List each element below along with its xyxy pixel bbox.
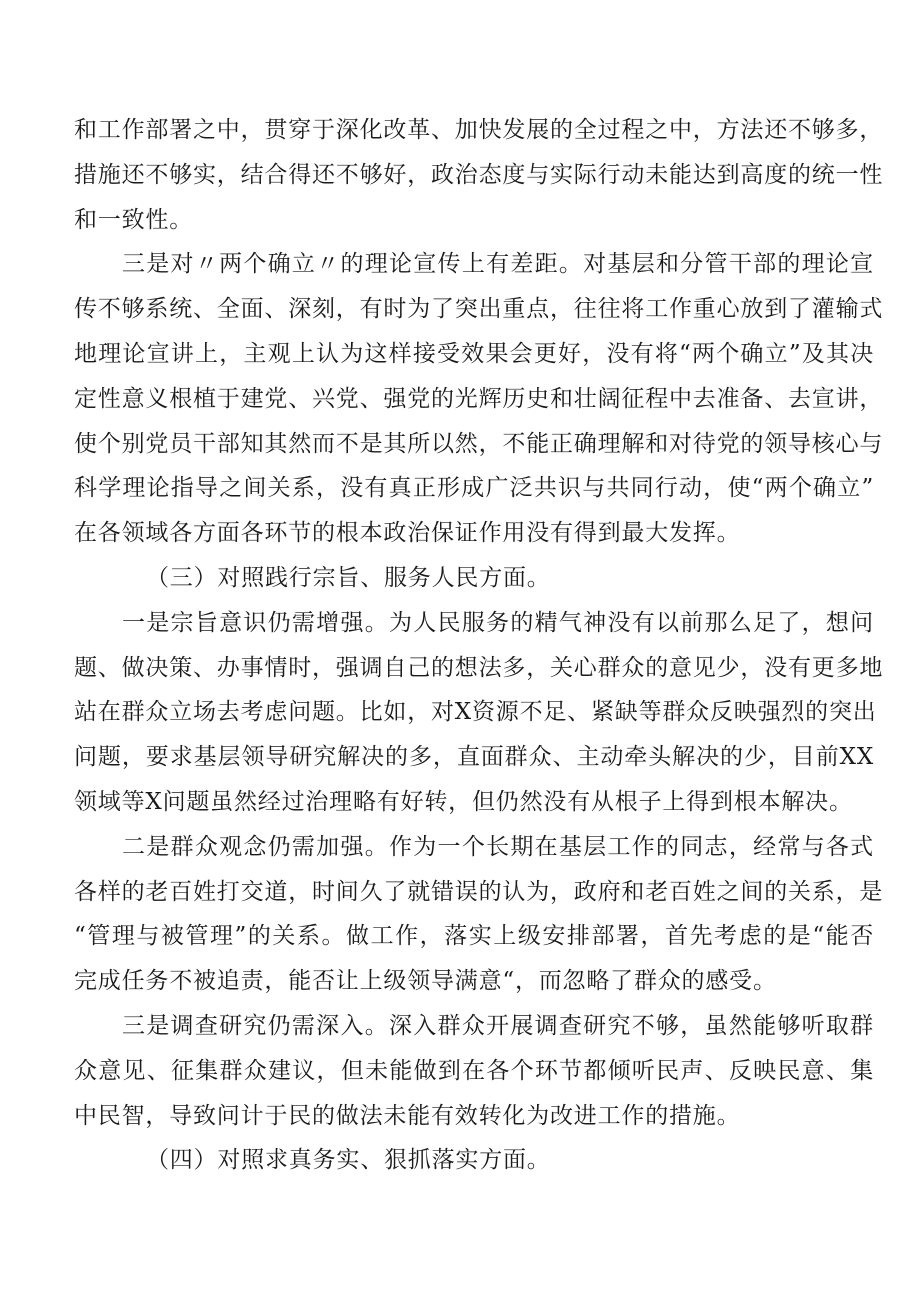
text-line: 措施还不够实，结合得还不够好，政治态度与实际行动未能达到高度的统一性 <box>74 161 884 188</box>
text-line: 问题，要求基层领导研究解决的多，直面群众、主动牵头解决的少，目前XX <box>74 744 874 771</box>
text-line: 地理论宣讲上，主观上认为这样接受效果会更好，没有将“两个确立”及其决 <box>74 340 874 367</box>
heading-line: （三）对照践行宗旨、服务人民方面。 <box>146 564 551 591</box>
text-line: 领域等X问题虽然经过治理略有好转，但仍然没有从根子上得到根本解决。 <box>74 788 853 815</box>
heading-line: （四）对照求真务实、狠抓落实方面。 <box>146 1147 551 1174</box>
text-line: 和工作部署之中，贯穿于深化改革、加快发展的全过程之中，方法还不够多， <box>74 117 884 143</box>
text-line: 完成任务不被追责，能否让上级领导满意“，而忽略了群众的感受。 <box>74 968 777 995</box>
paragraph <box>74 242 884 556</box>
paragraph <box>74 1004 874 1138</box>
section-heading <box>74 1138 874 1183</box>
text-line: 众意见、征集群众建议，但未能做到在各个环节都倾听民声、反映民意、集 <box>74 1057 874 1084</box>
text-line: 题、做决策、办事情时，强调自己的想法多，关心群众的意见少，没有更多地 <box>74 654 884 681</box>
text-line: 和一致性。 <box>74 206 193 233</box>
text-line: 站在群众立场去考虑问题。比如，对X资源不足、紧缺等群众反映强烈的突出 <box>74 699 877 726</box>
text-line: 一是宗旨意识仍需增强。为人民服务的精气神没有以前那么足了，想问 <box>122 609 874 636</box>
paragraph <box>74 108 884 242</box>
text-line: 二是群众观念仍需加强。作为一个长期在基层工作的同志，经常与各式 <box>122 833 874 860</box>
document-page <box>74 108 884 1183</box>
section-heading <box>74 556 874 601</box>
text-line: 三是调查研究仍需深入。深入群众开展调查研究不够，虽然能够听取群 <box>122 1012 874 1039</box>
text-line: 传不够系统、全面、深刻，有时为了突出重点，往往将工作重心放到了灌输式 <box>74 296 884 323</box>
paragraph <box>74 825 884 1004</box>
paragraph <box>74 601 884 825</box>
text-line: 各样的老百姓打交道，时间久了就错误的认为，政府和老百姓之间的关系，是 <box>74 878 884 905</box>
text-line: 在各领域各方面各环节的根本政治保证作用没有得到最大发挥。 <box>74 520 741 547</box>
text-line: 三是对〃两个确立〃的理论宣传上有差距。对基层和分管干部的理论宣 <box>122 251 874 278</box>
text-line: “管理与被管理”的关系。做工作，落实上级安排部署，首先考虑的是“能否 <box>74 923 874 950</box>
text-line: 使个别党员干部知其然而不是其所以然，不能正确理解和对待党的领导核心与 <box>74 430 884 457</box>
text-line: 中民智，导致问计于民的做法未能有效转化为改进工作的措施。 <box>74 1102 741 1129</box>
text-line: 科学理论指导之间关系，没有真正形成广泛共识与共同行动，使“两个确立” <box>74 475 874 502</box>
text-line: 定性意义根植于建党、兴党、强党的光辉历史和壮阔征程中去准备、去宣讲， <box>74 385 884 412</box>
